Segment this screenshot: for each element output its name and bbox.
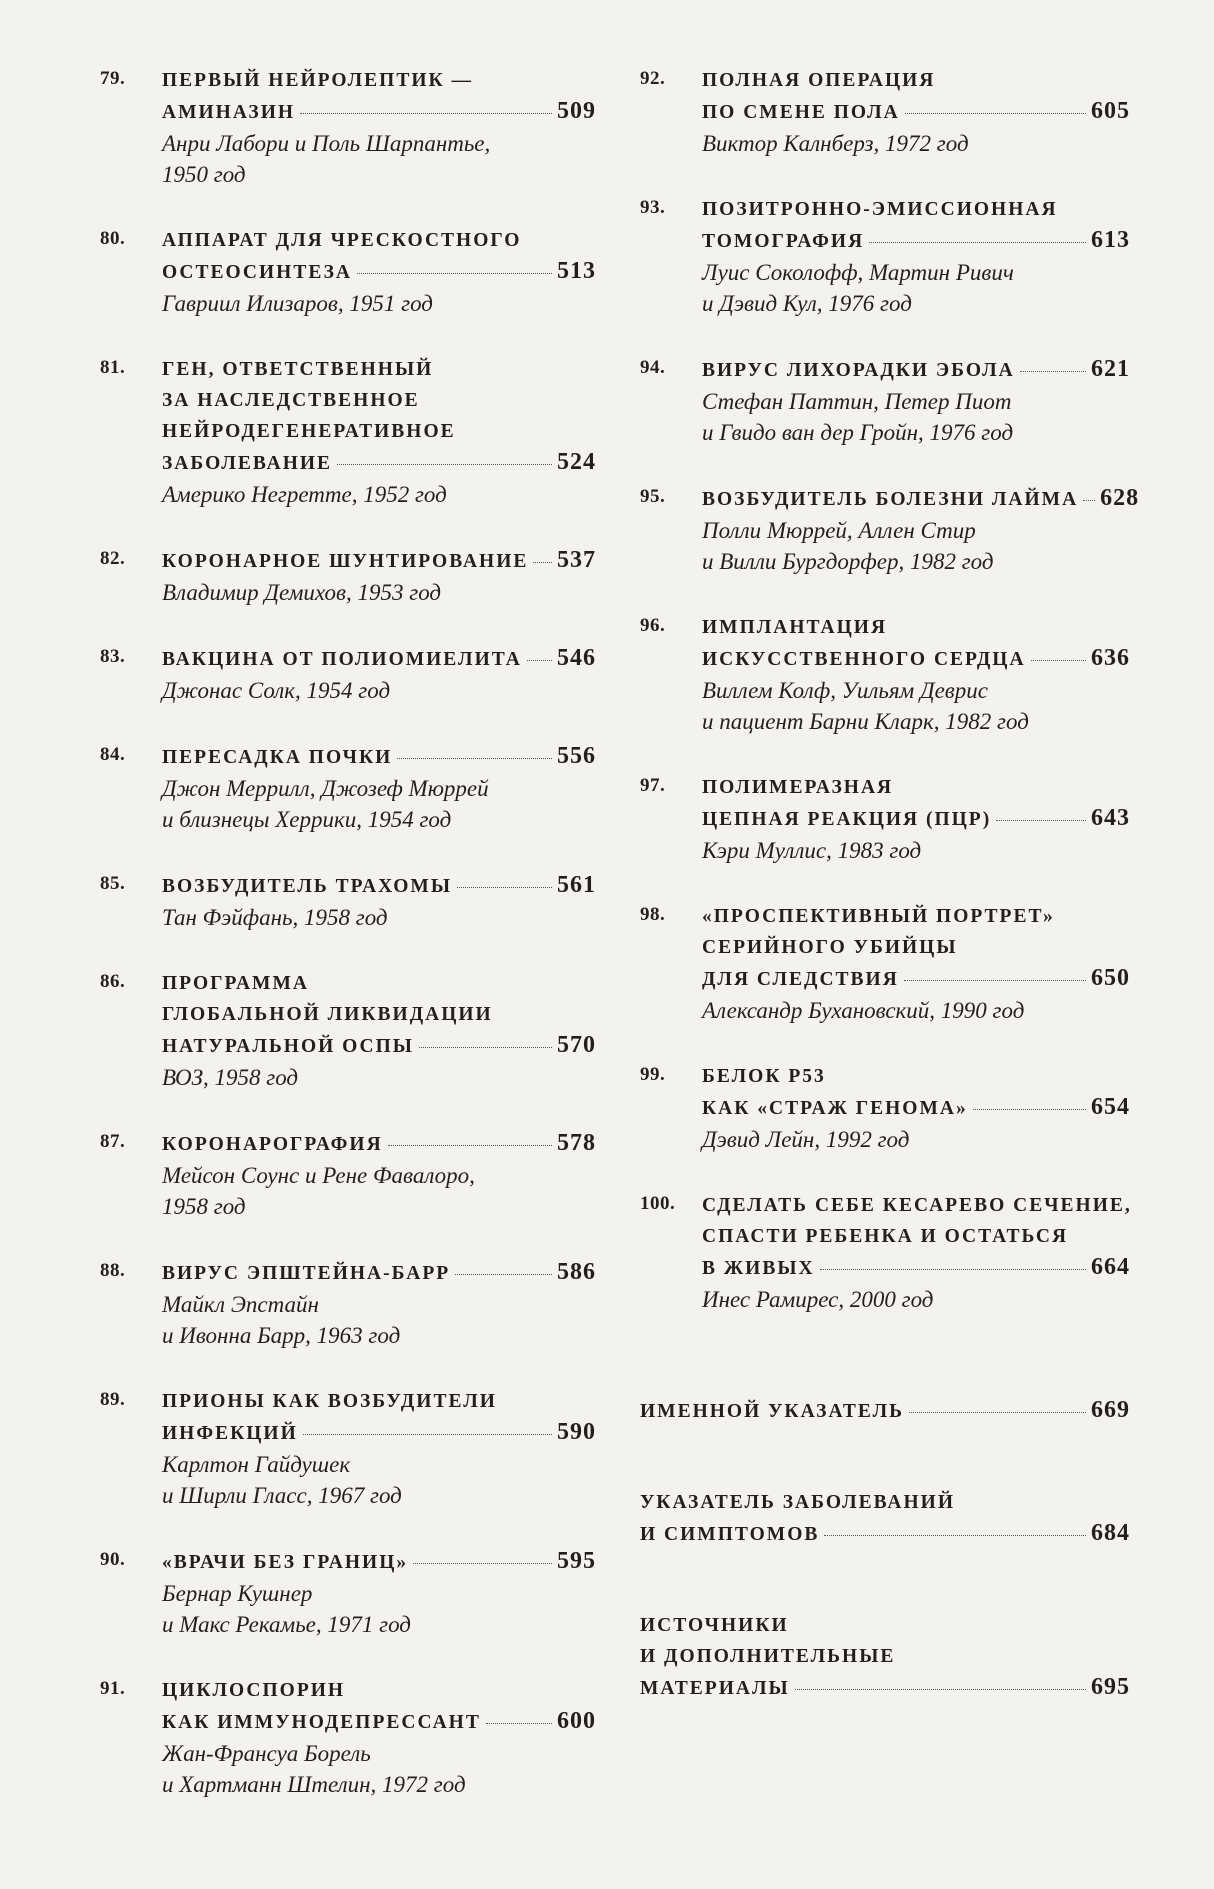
- toc-entry[interactable]: [100, 643, 596, 706]
- entry-authors: Стефан Паттин, Петер Пиот: [702, 389, 1012, 414]
- entry-title-text: ВИРУС ЛИХОРАДКИ ЭБОЛА: [702, 360, 1015, 381]
- entry-authors: Джон Меррилл, Джозеф Мюррей: [162, 776, 489, 801]
- entry-title-line: [702, 354, 1130, 386]
- entry-authors: Анри Лабори и Поль Шарпантье,: [162, 131, 491, 156]
- entry-number: 89.: [100, 1389, 126, 1410]
- dot-leader: [533, 562, 552, 563]
- entry-title-line: [702, 772, 1130, 803]
- entry-title-text: ВОЗБУДИТЕЛЬ ТРАХОМЫ: [162, 876, 452, 897]
- dot-leader: [486, 1723, 552, 1724]
- entry-authors: Дэвид Лейн, 1992 год: [702, 1127, 910, 1152]
- page-number: 524: [557, 449, 596, 475]
- entry-number: 97.: [640, 775, 666, 796]
- entry-authors: Майкл Эпстайн: [162, 1292, 319, 1317]
- entry-authors: и Гвидо ван дер Гройн, 1976 год: [702, 420, 1014, 445]
- entry-title-text: ГЛОБАЛЬНОЙ ЛИКВИДАЦИИ: [162, 1004, 493, 1025]
- entry-title-text: АМИНАЗИН: [162, 102, 296, 123]
- entry-number: 94.: [640, 357, 666, 378]
- toc-entry[interactable]: [640, 65, 1130, 159]
- entry-authors: и Ширли Гласс, 1967 год: [162, 1483, 402, 1508]
- entry-title-text: «ПРОСПЕКТИВНЫЙ ПОРТРЕТ»: [702, 906, 1055, 927]
- entry-title-line: [702, 1252, 1130, 1284]
- page-number: 613: [1091, 227, 1130, 253]
- page-number: 605: [1091, 98, 1130, 124]
- entry-title-line: [162, 354, 596, 385]
- entry-title-text: ЗА НАСЛЕДСТВЕННОЕ: [162, 390, 420, 411]
- toc-entry[interactable]: [640, 354, 1130, 448]
- toc-entry[interactable]: [100, 1128, 596, 1222]
- entry-title-text: ОСТЕОСИНТЕЗА: [162, 262, 352, 283]
- entry-title-text: АППАРАТ ДЛЯ ЧРЕСКОСТНОГО: [162, 230, 522, 251]
- dot-leader: [337, 464, 552, 465]
- toc-column-left: [100, 65, 596, 1889]
- entry-authors: Тан Фэйфань, 1958 год: [162, 905, 388, 930]
- toc-entry[interactable]: [100, 741, 596, 835]
- toc-entry[interactable]: [640, 1061, 1130, 1155]
- entry-title-line: [702, 65, 1130, 96]
- entry-authors: Луис Соколофф, Мартин Ривич: [702, 260, 1014, 285]
- page-number: 695: [1091, 1674, 1130, 1700]
- page-number: 595: [557, 1548, 596, 1574]
- page-number: 590: [557, 1419, 596, 1445]
- entry-number: 92.: [640, 68, 666, 89]
- page-number: 578: [557, 1130, 596, 1156]
- entry-title-line: [162, 741, 596, 773]
- entry-number: 80.: [100, 228, 126, 249]
- entry-authors: Полли Мюррей, Аллен Стир: [702, 518, 976, 543]
- dot-leader: [904, 980, 1086, 981]
- entry-title-line: [702, 643, 1130, 675]
- entry-title-text: МАТЕРИАЛЫ: [640, 1678, 790, 1699]
- dot-leader: [996, 820, 1086, 821]
- toc-entry[interactable]: [100, 1546, 596, 1640]
- dot-leader: [973, 1109, 1086, 1110]
- dot-leader: [357, 273, 552, 274]
- entry-title-line: [702, 96, 1130, 128]
- entry-number: 95.: [640, 486, 666, 507]
- entry-title-text: ЦЕПНАЯ РЕАКЦИЯ (ПЦР): [702, 809, 992, 830]
- entry-number: 91.: [100, 1678, 126, 1699]
- entry-authors: и Ивонна Барр, 1963 год: [162, 1323, 401, 1348]
- entry-title-text: И ДОПОЛНИТЕЛЬНЫЕ: [640, 1646, 896, 1667]
- entry-title-line: [162, 96, 596, 128]
- entry-number: 96.: [640, 615, 666, 636]
- entry-title-line: [702, 932, 1130, 963]
- entry-number: 87.: [100, 1131, 126, 1152]
- page-number: 664: [1091, 1254, 1130, 1280]
- entry-title-line: [640, 1395, 1130, 1427]
- entry-title-text: ГЕН, ОТВЕТСТВЕННЫЙ: [162, 359, 434, 380]
- entry-title-line: [162, 1546, 596, 1578]
- page-number: 546: [557, 645, 596, 671]
- index-entry[interactable]: [640, 1487, 1130, 1550]
- page-number: 561: [557, 872, 596, 898]
- entry-authors: Джонас Солк, 1954 год: [162, 678, 391, 703]
- entry-authors: Владимир Демихов, 1953 год: [162, 580, 442, 605]
- toc-entry[interactable]: [100, 1675, 596, 1800]
- entry-title-text: КОРОНАРОГРАФИЯ: [162, 1134, 383, 1155]
- entry-title-line: [702, 1221, 1130, 1252]
- entry-title-text: ИМЕННОЙ УКАЗАТЕЛЬ: [640, 1401, 905, 1422]
- dot-leader: [1031, 660, 1086, 661]
- dot-leader: [457, 887, 552, 888]
- entry-title-text: ИСТОЧНИКИ: [640, 1615, 789, 1636]
- page-number: 684: [1091, 1520, 1130, 1546]
- entry-title-line: [162, 1128, 596, 1160]
- entry-number: 83.: [100, 646, 126, 667]
- entry-title-line: [162, 225, 596, 256]
- toc-entry[interactable]: [100, 1257, 596, 1351]
- dot-leader: [820, 1269, 1086, 1270]
- toc-entry[interactable]: [640, 772, 1130, 866]
- dot-leader: [795, 1689, 1086, 1690]
- entry-title-text: ПРИОНЫ КАК ВОЗБУДИТЕЛИ: [162, 1391, 497, 1412]
- dot-leader: [455, 1274, 552, 1275]
- entry-title-text: «ВРАЧИ БЕЗ ГРАНИЦ»: [162, 1552, 409, 1573]
- entry-authors: 1958 год: [162, 1194, 246, 1219]
- entry-authors: Америко Негретте, 1952 год: [162, 482, 447, 507]
- dot-leader: [1083, 500, 1095, 501]
- entry-authors: Бернар Кушнер: [162, 1581, 313, 1606]
- entry-authors: Виктор Калнберз, 1972 год: [702, 131, 969, 156]
- entry-title-text: ВАКЦИНА ОТ ПОЛИОМИЕЛИТА: [162, 649, 522, 670]
- entry-authors: ВОЗ, 1958 год: [162, 1065, 299, 1090]
- entry-number: 85.: [100, 873, 126, 894]
- dot-leader: [869, 242, 1086, 243]
- entry-number: 88.: [100, 1260, 126, 1281]
- entry-title-text: ВИРУС ЭПШТЕЙНА-БАРР: [162, 1263, 451, 1284]
- dot-leader: [419, 1047, 552, 1048]
- entry-title-text: НЕЙРОДЕГЕНЕРАТИВНОЕ: [162, 421, 456, 442]
- entry-title-line: [640, 1610, 1130, 1641]
- page-number: 621: [1091, 356, 1130, 382]
- entry-authors: и пациент Барни Кларк, 1982 год: [702, 709, 1029, 734]
- page-number: 669: [1091, 1397, 1130, 1423]
- entry-title-line: [702, 1190, 1130, 1221]
- page-number: 513: [557, 258, 596, 284]
- entry-title-line: [162, 65, 596, 96]
- entry-title-text: ИСКУССТВЕННОГО СЕРДЦА: [702, 649, 1026, 670]
- entry-authors: и близнецы Херрики, 1954 год: [162, 807, 452, 832]
- page-number: 556: [557, 743, 596, 769]
- dot-leader: [413, 1563, 552, 1564]
- entry-authors: 1950 год: [162, 162, 246, 187]
- entry-authors: и Макс Рекамье, 1971 год: [162, 1612, 411, 1637]
- page-number: 654: [1091, 1094, 1130, 1120]
- toc-entry[interactable]: [100, 870, 596, 933]
- entry-title-line: [162, 385, 596, 416]
- entry-title-line: [162, 1417, 596, 1449]
- entry-title-text: ПОЛНАЯ ОПЕРАЦИЯ: [702, 70, 936, 91]
- entry-number: 79.: [100, 68, 126, 89]
- toc-entry[interactable]: [100, 1386, 596, 1511]
- entry-authors: Гавриил Илизаров, 1951 год: [162, 291, 433, 316]
- entry-title-text: НАТУРАЛЬНОЙ ОСПЫ: [162, 1036, 414, 1057]
- entry-title-line: [702, 1092, 1130, 1124]
- entry-title-line: [640, 1641, 1130, 1672]
- page-number: 636: [1091, 645, 1130, 671]
- toc-entry[interactable]: [100, 225, 596, 319]
- entry-title-line: [702, 483, 1140, 515]
- dot-leader: [300, 113, 552, 114]
- entry-authors: Александр Бухановский, 1990 год: [702, 998, 1025, 1023]
- entry-title-text: В ЖИВЫХ: [702, 1258, 815, 1279]
- index-entry[interactable]: [640, 1610, 1130, 1704]
- dot-leader: [397, 758, 552, 759]
- entry-title-text: СЕРИЙНОГО УБИЙЦЫ: [702, 937, 958, 958]
- entry-title-line: [162, 870, 596, 902]
- entry-title-text: ПО СМЕНЕ ПОЛА: [702, 102, 900, 123]
- entry-title-line: [162, 1706, 596, 1738]
- entry-number: 100.: [640, 1193, 676, 1214]
- entry-title-line: [702, 612, 1130, 643]
- page-number: 643: [1091, 805, 1130, 831]
- entry-number: 84.: [100, 744, 126, 765]
- toc-entry[interactable]: [640, 194, 1130, 319]
- entry-authors: и Хартманн Штелин, 1972 год: [162, 1772, 466, 1797]
- dot-leader: [527, 660, 552, 661]
- toc-entry[interactable]: [640, 612, 1130, 737]
- entry-title-text: ПЕРЕСАДКА ПОЧКИ: [162, 747, 393, 768]
- entry-title-text: ТОМОГРАФИЯ: [702, 231, 865, 252]
- toc-entry[interactable]: [640, 901, 1130, 1026]
- toc-entry[interactable]: [100, 354, 596, 510]
- entry-title-line: [162, 643, 596, 675]
- entry-title-text: И СИМПТОМОВ: [640, 1524, 820, 1545]
- entry-authors: Карлтон Гайдушек: [162, 1452, 351, 1477]
- toc-column-right: [640, 65, 1140, 1889]
- entry-authors: Инес Рамирес, 2000 год: [702, 1287, 934, 1312]
- entry-title-text: ДЛЯ СЛЕДСТВИЯ: [702, 969, 899, 990]
- entry-title-line: [162, 416, 596, 447]
- entry-title-line: [162, 545, 596, 577]
- entry-title-text: СДЕЛАТЬ СЕБЕ КЕСАРЕВО СЕЧЕНИЕ,: [702, 1195, 1132, 1216]
- entry-title-text: ПЕРВЫЙ НЕЙРОЛЕПТИК —: [162, 70, 474, 91]
- entry-title-line: [162, 1257, 596, 1289]
- entry-number: 93.: [640, 197, 666, 218]
- toc-entry[interactable]: [100, 968, 596, 1093]
- entry-title-text: ПОЗИТРОННО-ЭМИССИОННАЯ: [702, 199, 1058, 220]
- entry-number: 90.: [100, 1549, 126, 1570]
- entry-title-line: [640, 1672, 1130, 1704]
- entry-title-text: КАК ИММУНОДЕПРЕССАНТ: [162, 1712, 481, 1733]
- entry-authors: Мейсон Соунс и Рене Фавалоро,: [162, 1163, 475, 1188]
- entry-number: 81.: [100, 357, 126, 378]
- toc-entry[interactable]: [640, 483, 1140, 577]
- entry-title-text: ИМПЛАНТАЦИЯ: [702, 617, 888, 638]
- page-number: 600: [557, 1708, 596, 1734]
- entry-title-line: [640, 1487, 1130, 1518]
- entry-title-line: [702, 1061, 1130, 1092]
- entry-title-text: ИНФЕКЦИЙ: [162, 1423, 298, 1444]
- page-number: 537: [557, 547, 596, 573]
- entry-title-line: [640, 1518, 1130, 1550]
- entry-title-line: [162, 999, 596, 1030]
- page-number: 570: [557, 1032, 596, 1058]
- entry-title-line: [702, 901, 1130, 932]
- entry-number: 82.: [100, 548, 126, 569]
- dot-leader: [303, 1434, 552, 1435]
- entry-authors: и Дэвид Кул, 1976 год: [702, 291, 912, 316]
- entry-title-line: [702, 225, 1130, 257]
- entry-title-line: [702, 803, 1130, 835]
- entry-title-line: [702, 963, 1130, 995]
- page-number: 650: [1091, 965, 1130, 991]
- toc-entry[interactable]: [640, 1190, 1130, 1315]
- page-number: 586: [557, 1259, 596, 1285]
- entry-title-text: ПОЛИМЕРАЗНАЯ: [702, 777, 894, 798]
- entry-authors: Жан-Франсуа Борель: [162, 1741, 371, 1766]
- entry-title-line: [162, 447, 596, 479]
- entry-number: 86.: [100, 971, 126, 992]
- entry-title-text: СПАСТИ РЕБЕНКА И ОСТАТЬСЯ: [702, 1226, 1069, 1247]
- dot-leader: [909, 1412, 1086, 1413]
- index-entry[interactable]: [640, 1395, 1130, 1427]
- entry-title-line: [162, 1386, 596, 1417]
- toc-entry[interactable]: [100, 545, 596, 608]
- entry-authors: и Вилли Бургдорфер, 1982 год: [702, 549, 994, 574]
- dot-leader: [1020, 371, 1086, 372]
- entry-title-text: ЗАБОЛЕВАНИЕ: [162, 453, 333, 474]
- entry-title-line: [162, 1675, 596, 1706]
- entry-title-line: [162, 968, 596, 999]
- entry-title-text: УКАЗАТЕЛЬ ЗАБОЛЕВАНИЙ: [640, 1492, 955, 1513]
- dot-leader: [905, 113, 1086, 114]
- dot-leader: [824, 1535, 1086, 1536]
- entry-title-text: БЕЛОК P53: [702, 1066, 826, 1087]
- entry-title-text: ВОЗБУДИТЕЛЬ БОЛЕЗНИ ЛАЙМА: [702, 489, 1079, 510]
- page-number: 628: [1100, 485, 1140, 511]
- entry-number: 98.: [640, 904, 666, 925]
- entry-title-text: КАК «СТРАЖ ГЕНОМА»: [702, 1098, 968, 1119]
- entry-authors: Кэри Муллис, 1983 год: [702, 838, 922, 863]
- entry-title-line: [702, 194, 1130, 225]
- entry-title-line: [162, 1030, 596, 1062]
- entry-title-text: КОРОНАРНОЕ ШУНТИРОВАНИЕ: [162, 551, 529, 572]
- entry-title-line: [162, 256, 596, 288]
- toc-entry[interactable]: [100, 65, 596, 190]
- entry-number: 99.: [640, 1064, 666, 1085]
- page-number: 509: [557, 98, 596, 124]
- dot-leader: [388, 1145, 552, 1146]
- entry-title-text: ЦИКЛОСПОРИН: [162, 1680, 346, 1701]
- entry-title-text: ПРОГРАММА: [162, 973, 309, 994]
- entry-authors: Виллем Колф, Уильям Деврис: [702, 678, 988, 703]
